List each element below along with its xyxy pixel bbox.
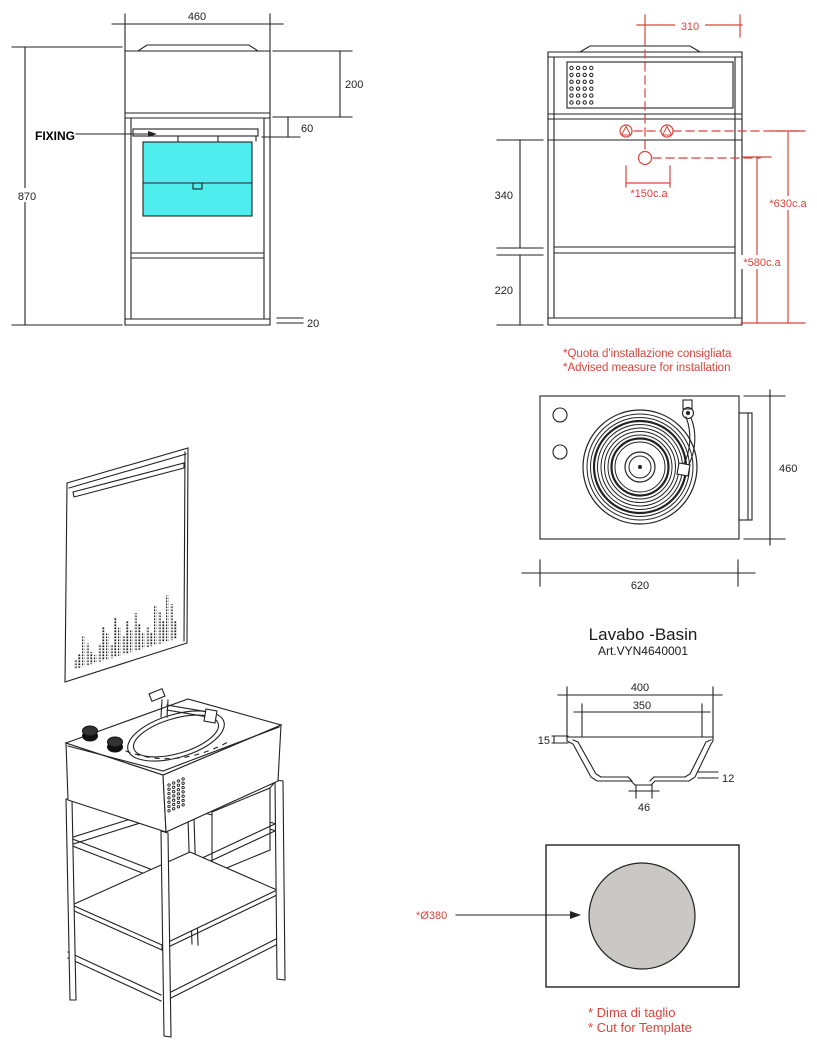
faucet-offset-label: *150c.a (630, 188, 668, 200)
faucet-offset-dim (626, 166, 670, 200)
install-note-english: *Advised measure for installation (563, 362, 731, 374)
leg (66, 799, 76, 1000)
wall-thickness-label: 12 (722, 773, 735, 785)
side-lower-height-label: 220 (494, 285, 513, 297)
perspective-view (30, 430, 330, 1042)
mirror (65, 448, 188, 682)
wall-thickness-dim (698, 772, 734, 785)
rim-height-label: 15 (537, 735, 550, 747)
side-mid-height-dim (495, 140, 543, 248)
cutout-hole (589, 863, 695, 969)
basin-outer-width-label: 400 (630, 682, 650, 694)
side-elevation-view (480, 0, 817, 378)
front-upper-height-label: 200 (345, 79, 364, 91)
arrow-icon (570, 911, 581, 919)
top-depth-label: 460 (779, 463, 798, 475)
install-mid-dim (739, 157, 786, 323)
speaker-grille-icon (570, 66, 593, 104)
top-plan-view (500, 385, 817, 660)
basin-inner-width-label: 350 (632, 700, 652, 712)
side-top-offset-label: 310 (680, 21, 700, 33)
fixing-label: FIXING (35, 129, 76, 143)
basin-section-view (520, 668, 817, 820)
front-base-thickness-dim (277, 318, 319, 330)
front-upper-height-dim (273, 51, 363, 117)
top-width-label: 620 (630, 580, 650, 592)
install-top-dim (765, 131, 812, 323)
install-note-italian: *Quota d'installazione consigliata (563, 348, 732, 360)
front-width-dim (112, 9, 283, 50)
install-top-label: *630c.a (769, 198, 807, 210)
drain-connection-icon (639, 152, 652, 165)
cut-note-english: * Cut for Template (588, 1020, 692, 1035)
front-rail-offset-label: 60 (301, 123, 314, 135)
install-mid-label: *580c.a (743, 257, 781, 269)
product-code: Art.VYN4640001 (597, 644, 689, 658)
side-lower-height-dim (495, 255, 543, 325)
front-elevation-view (0, 0, 400, 350)
front-base-thickness-label: 20 (307, 318, 320, 330)
product-title: Lavabo -Basin (588, 625, 698, 644)
control-knob-icon (553, 445, 567, 459)
rim-height-dim (538, 735, 568, 747)
side-mid-height-label: 340 (494, 190, 513, 202)
front-height-dim (12, 47, 122, 325)
control-knob-icon (553, 408, 567, 422)
hole-diameter-label: *Ø380 (416, 910, 448, 922)
drain-width-dim (629, 785, 659, 814)
leg (275, 780, 285, 980)
cut-note-italian: * Dima di taglio (588, 1005, 676, 1020)
shelf (72, 852, 277, 950)
drain-width-label: 46 (637, 802, 651, 814)
cut-template-view (400, 830, 817, 1042)
side-panel (739, 413, 752, 520)
basin-profile (567, 737, 713, 785)
fixing-template-highlight (143, 142, 252, 216)
front-height-label: 870 (17, 191, 37, 203)
top-width-dim (522, 560, 755, 592)
basin-inner-width-dim (574, 699, 710, 736)
front-width-label: 460 (187, 11, 207, 23)
